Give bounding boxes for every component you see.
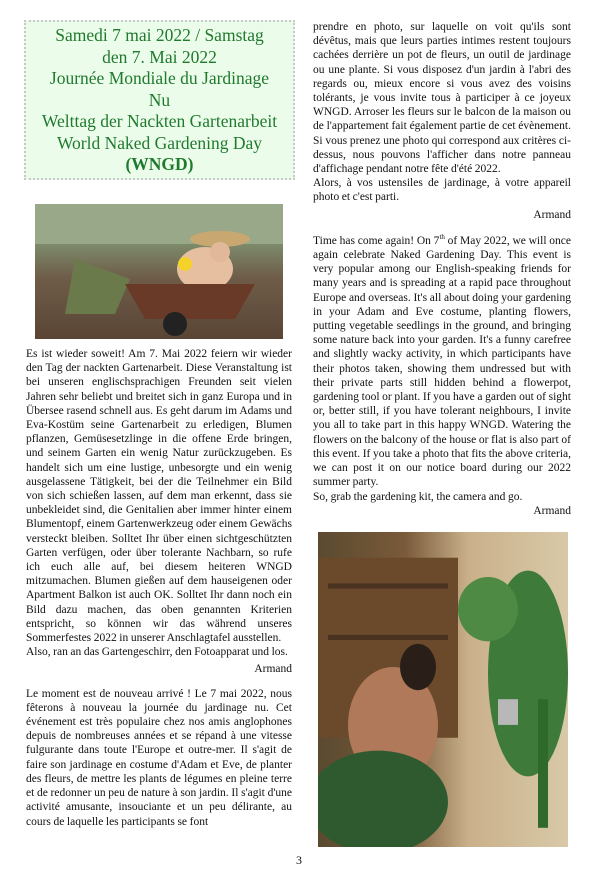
french-body-part1: Le moment est de nouveau arrivé ! Le 7 mai 2022, nous fêterons à nouveau la journée du jardinage nu. Cet événement est très populaire chez nos amis anglophones depuis de nombreuses années et se répand à une vitesse fulgurante dans toute l'Europe et outre-mer. Il s'agit de faire son jardinage en costume d'Adam et Eve, de planter des fleurs, de mettre les plants de légumes en pleine terre et de redonner un peu de nature à son jardin. Il s'agit d'une activité amusante, insouciante et un peu délirante, au cours de laquelle les participants se font	[26, 687, 292, 828]
title-line: Journée Mondiale du Jardinage	[49, 68, 270, 88]
title-line: Samedi 7 mai 2022 / Samstag	[55, 25, 264, 45]
title-line: Nu	[148, 89, 171, 110]
title-box	[24, 20, 295, 180]
english-superscript: th	[439, 233, 445, 242]
german-closing: Also, ran an das Gartengeschirr, den Fotoapparat und los.	[26, 646, 288, 659]
title-line: World Naked Gardening Day	[56, 132, 263, 153]
french-body-part2: prendre en photo, sur laquelle on voit qu'ils sont dévêtus, mais que leurs parties intimes restent toujours cachées derrière un pot de fleurs, un outil de jardinage ou une plante. Si vous disposez d'un jardin à l'abri des regards ou, mieux encore si vous avez des voisins tolérants, je vous invite tous à participer à ce joyeux WNGD. Arroser les fleurs sur le balcon de la maison ou de l'appartement fait également partie de cet évènement. Si vous prenez une photo qui correspond aux critères ci-dessus, nous pouvons l'afficher dans notre panneau d'affichage pendant notre fête d'été 2022.	[313, 21, 571, 176]
english-article	[313, 234, 571, 518]
title-acronym: (WNGD)	[125, 154, 194, 174]
french-article-part2	[313, 20, 571, 222]
wheelbarrow-photo	[35, 204, 283, 339]
watering-plants-photo	[318, 532, 568, 847]
english-closing: So, grab the gardening kit, the camera and go.	[313, 490, 523, 503]
german-signature: Armand	[254, 663, 292, 676]
english-intro: Time has come again! On 7	[313, 234, 440, 247]
english-body-text: of May 2022, we will once again celebrate Naked Gardening Day. This event is very popular among our English-speaking friends for many years and is spreading at a rapid pace throughout Europe and overseas. It's all about doing your gardening in your Adam and Eve costume, planting flowers, putting vegetable seedlings in the ground, and bringing some nature back into your garden. It's a funny carefree and slightly wacky activity, in which participants have their photos taken, showing them undressed but with their private parts still hidden behind a flowerpot, gardening tool or plant. If you have a garden out of sight or, better still, if you have tolerant neighbours, I invite you all to take part in this happy WNGD. Watering the flowers on the balcony of the house or flat is also part of this event. If you take a photo that fits the above criteria, we can post it on our notice board during our 2022 summer party.	[313, 234, 571, 489]
english-body	[313, 234, 571, 490]
wheelbarrow-illustration	[35, 204, 283, 339]
title-line	[26, 154, 293, 176]
title-line: den 7. Mai 2022	[102, 46, 217, 67]
left-column	[26, 20, 292, 847]
german-body: Es ist wieder soweit! Am 7. Mai 2022 feiern wir wieder den Tag der nackten Gartenarbeit. Diese Veranstaltung ist bei unseren englischsprachigen Freunden seit vielen Jahren sehr beliebt und breitet sich in ganz Europa und in Übersee rasend schnell aus. Es geht darum im Adams und Eva-Kostüm seine Gartenarbeit zu erledigen, Blumen pflanzen, Gemüsesetzlinge in die offene Erde bringen, und seinem Garten ein wenig Natur zurückzugeben. Es handelt sich um eine lustige, unbesorgte und ein wenig ausgelassene Tätigkeit, bei der die Teilnehmer ein Bild von sich schießen lassen, auf dem man erkennt, dass sie unbekleidet sind, die Genitalien aber immer hinter einem Blumentopf, einem Gartenwerkzeug oder einem Gewächs versteckt bleiben. Solltet Ihr über einen sichtgeschützten Garten verfügen, oder über tolerante Nachbarn, so rufe ich euch alle auf, bei diesem heiteren WNGD mitzumachen. Blumen gießen auf dem hauseigenen oder Apartment Balkon ist auch OK. Solltet Ihr dann noch ein Bild dazu machen, das oben genannten Kriterien entspricht, so können wir das während unseres Sommerfestes 2022 in unserer Anschlagtafel ausstellen.	[26, 348, 292, 645]
german-article	[26, 347, 292, 677]
title-line: Welttag der Nackten Gartenarbeit	[41, 111, 278, 131]
page-number: 3	[296, 853, 302, 867]
indoor-plants-illustration	[318, 532, 568, 847]
french-closing: Alors, à vos ustensiles de jardinage, à votre appareil photo et c'est parti.	[313, 177, 571, 204]
right-column	[313, 20, 571, 847]
english-signature: Armand	[533, 504, 571, 517]
french-article-part1	[26, 687, 292, 829]
french-signature: Armand	[533, 208, 571, 221]
